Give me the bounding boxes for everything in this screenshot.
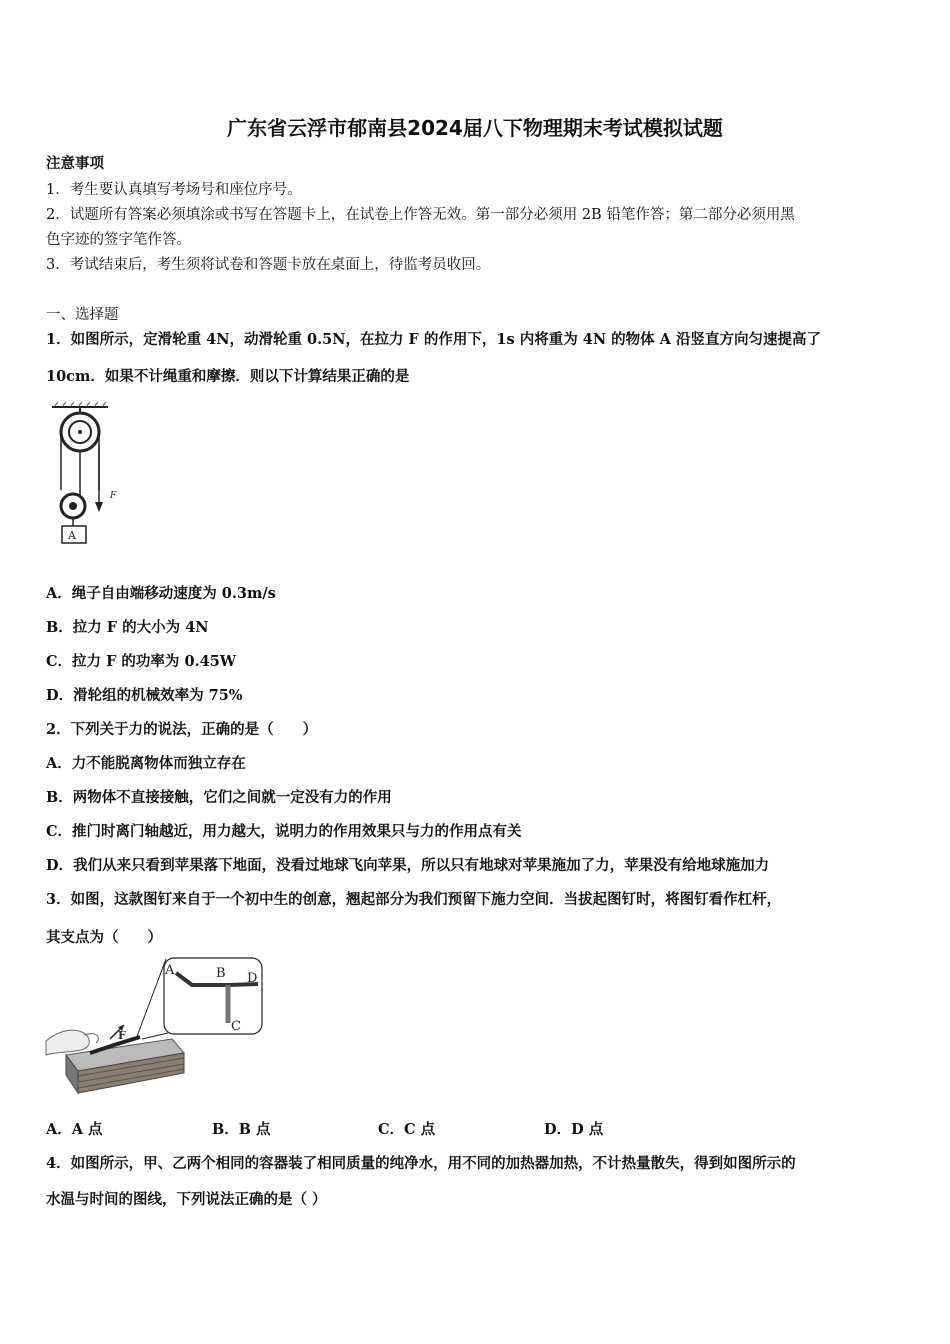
notice-heading: 注意事项	[46, 155, 104, 172]
label-a: A	[165, 963, 175, 978]
q3-stem-line1: 3．如图，这款图钉来自于一个初中生的创意，翘起部分为我们预留下施力空间．当拔起图钉时，将图钉看作杠杆，	[46, 891, 782, 908]
label-d: D	[247, 971, 258, 986]
q1-option-d[interactable]: D．滑轮组的机械效率为 75%	[46, 687, 243, 704]
page-title: 广东省云浮市郁南县2024届八下物理期末考试模拟试题	[227, 116, 723, 140]
q3-stem-line2: 其支点为（ ）	[46, 929, 162, 946]
q3-option-c[interactable]: C．C 点	[378, 1121, 436, 1138]
q2-option-a[interactable]: A．力不能脱离物体而独立存在	[46, 755, 246, 772]
q1-option-c[interactable]: C．拉力 F 的功率为 0.45W	[46, 653, 237, 670]
label-c: C	[231, 1019, 241, 1034]
q3-option-a[interactable]: A．A 点	[46, 1121, 103, 1138]
hand	[46, 1030, 89, 1055]
pulley-figure	[46, 398, 136, 548]
zoom-callout	[164, 958, 262, 1034]
thumbtack-figure	[44, 955, 266, 1095]
block-a-label: A	[68, 529, 76, 542]
q3-options	[46, 1118, 710, 1139]
label-f: F	[118, 1029, 126, 1042]
q3-option-d[interactable]: D．D 点	[544, 1121, 604, 1138]
notice-item-2-cont: 色字迹的签字笔作答。	[46, 232, 191, 248]
notice-item-2: 2．试题所有答案必须填涂或书写在答题卡上，在试卷上作答无效。第一部分必须用 2B 铅笔作答；第二部分必须用黑	[46, 207, 795, 223]
q2-option-d[interactable]: D．我们从来只看到苹果落下地面，没看过地球飞向苹果，所以只有地球对苹果施加了力，苹果没有给地球施加力	[46, 857, 770, 874]
section-heading: 一、选择题	[46, 307, 119, 323]
q3-option-b[interactable]: B．B 点	[212, 1121, 271, 1138]
label-b: B	[216, 966, 226, 981]
arrow-down	[95, 502, 103, 512]
notice-item-1: 1．考生要认真填写考场号和座位序号。	[46, 182, 302, 198]
q1-option-b[interactable]: B．拉力 F 的大小为 4N	[46, 619, 209, 636]
q2-stem: 2．下列关于力的说法，正确的是（ ）	[46, 721, 318, 738]
q1-stem-line2: 10cm．如果不计绳重和摩擦．则以下计算结果正确的是	[46, 368, 410, 385]
force-label: F	[110, 491, 117, 501]
q4-stem-line2: 水温与时间的图线，下列说法正确的是（ ）	[46, 1191, 327, 1208]
q1-stem-line1: 1．如图所示，定滑轮重 4N，动滑轮重 0.5N，在拉力 F 的作用下，1s 内将重为 4N 的物体 A 沿竖直方向匀速提高了	[46, 331, 821, 348]
q2-option-c[interactable]: C．推门时离门轴越近，用力越大，说明力的作用效果只与力的作用点有关	[46, 823, 522, 840]
q1-option-a[interactable]: A．绳子自由端移动速度为 0.3m/s	[46, 585, 276, 602]
notice-item-3: 3．考试结束后，考生须将试卷和答题卡放在桌面上，待监考员收回。	[46, 257, 491, 273]
q2-option-b[interactable]: B．两物体不直接接触，它们之间就一定没有力的作用	[46, 789, 392, 806]
q4-stem-line1: 4．如图所示，甲、乙两个相同的容器装了相同质量的纯净水，用不同的加热器加热，不计热量散失，得到如图所示的	[46, 1155, 796, 1172]
